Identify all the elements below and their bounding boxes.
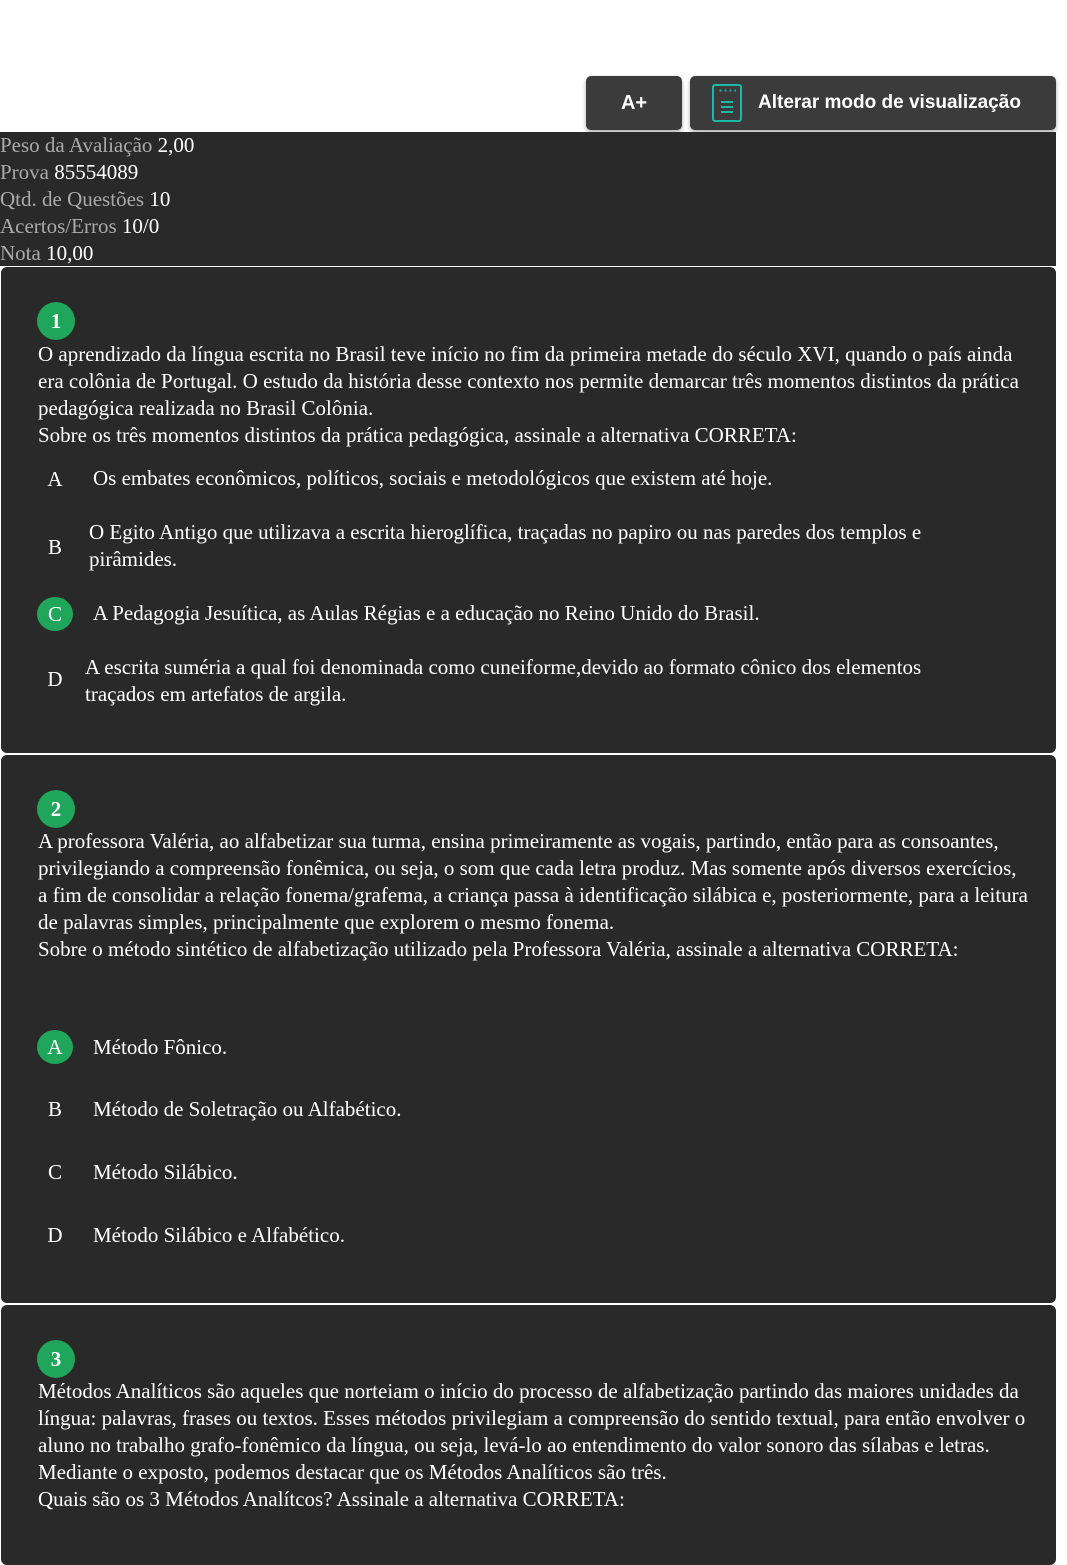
- summary-exam: [0, 159, 1056, 186]
- weight-label: Peso da Avaliação: [0, 133, 153, 157]
- alternative-text: Método Silábico.: [93, 1160, 238, 1184]
- alternative-option[interactable]: [37, 1092, 1037, 1126]
- question-number-badge: 2: [37, 790, 75, 828]
- question-number-badge: 3: [37, 1340, 75, 1378]
- alternative-option[interactable]: [37, 1155, 1037, 1189]
- question-card: [1, 1305, 1056, 1565]
- grade-label: Nota: [0, 241, 41, 265]
- score-value: 10/0: [121, 214, 160, 238]
- question-number-badge: 1: [37, 302, 75, 340]
- questions-label: Qtd. de Questões: [0, 187, 145, 211]
- question-card: [1, 755, 1056, 1303]
- alternative-letter: D: [47, 666, 63, 691]
- question-prompt: Quais são os 3 Métodos Analítcos? Assinale a alternativa CORRETA:: [38, 1487, 625, 1511]
- score-label: Acertos/Erros: [0, 214, 117, 238]
- change-view-mode-button[interactable]: [690, 76, 1056, 130]
- alternative-letter: C: [37, 597, 73, 631]
- question-statement: Métodos Analíticos são aqueles que norteiam o início do processo de alfabetização partindo das maiores unidades da língua: palavras, frases ou textos. Esses métodos privilegiam a compreensão do sentido textual, para então envolver o aluno no trabalho grafo-fonêmico da língua, ou seja, levá-lo ao entendimento do valor sonoro das sílabas e letras. Mediante o exposto, podemos destacar que os Métodos Analíticos são três.: [38, 1379, 1026, 1484]
- alternative-letter: B: [47, 1096, 62, 1121]
- alternative-letter: A: [47, 466, 63, 491]
- alternative-option[interactable]: [37, 1218, 1037, 1252]
- question-text: [38, 1378, 1028, 1513]
- font-size-button[interactable]: A+: [586, 76, 682, 130]
- questions-value: 10: [149, 187, 171, 211]
- summary-questions: [0, 186, 1056, 213]
- alternative-letter: D: [47, 1222, 63, 1247]
- alternative-text: Método Fônico.: [93, 1035, 228, 1059]
- summary-score: [0, 213, 1056, 240]
- question-prompt: Sobre o método sintético de alfabetização utilizado pela Professora Valéria, assinale a alternativa CORRETA:: [38, 937, 959, 961]
- exam-summary: [0, 132, 1056, 266]
- alternative-text: Método de Soletração ou Alfabético.: [93, 1097, 402, 1121]
- alternative-text: Os embates econômicos, políticos, sociais e metodológicos que existem até hoje.: [93, 466, 773, 490]
- alternative-text: A escrita suméria a qual foi denominada como cuneiforme,devido ao formato cônico dos elementos traçados em artefatos de argila.: [85, 655, 922, 706]
- alternative-text: Método Silábico e Alfabético.: [93, 1223, 345, 1247]
- summary-weight: [0, 132, 1056, 159]
- document-view-icon: [712, 84, 742, 122]
- question-prompt: Sobre os três momentos distintos da prática pedagógica, assinale a alternativa CORRETA:: [38, 423, 797, 447]
- alternative-letter: A: [37, 1030, 73, 1064]
- alternative-text: O Egito Antigo que utilizava a escrita hieroglífica, traçadas no papiro ou nas paredes dos templos e pirâmides.: [89, 520, 922, 571]
- summary-grade: [0, 240, 1056, 267]
- grade-value: 10,00: [46, 241, 94, 265]
- alternative-letter: B: [47, 534, 62, 559]
- question-card: [1, 267, 1056, 753]
- exam-label: Prova: [0, 160, 49, 184]
- alternative-option-correct[interactable]: [37, 597, 1037, 631]
- alternative-text: A Pedagogia Jesuítica, as Aulas Régias e a educação no Reino Unido do Brasil.: [93, 601, 760, 625]
- question-statement: A professora Valéria, ao alfabetizar sua turma, ensina primeiramente as vogais, partindo, então para as consoantes, privilegiando a compreensão fonêmica, ou seja, o som que cada letra produz. Mas somente após diversos exercícios, a fim de consolidar a relação fonema/grafema, a criança passa à identificação silábica e, posteriormente, para a leitura de palavras simples, principalmente que explorem o mesmo fonema.: [38, 829, 1028, 934]
- exam-value: 85554089: [54, 160, 139, 184]
- change-view-mode-label: Alterar modo de visualização: [758, 92, 1021, 113]
- question-text: [38, 341, 1038, 449]
- weight-value: 2,00: [157, 133, 195, 157]
- alternative-option[interactable]: [37, 654, 1037, 710]
- alternative-option-correct[interactable]: [37, 1030, 1037, 1064]
- question-text: [38, 828, 1028, 963]
- toolbar: [0, 76, 1067, 132]
- question-statement: O aprendizado da língua escrita no Brasil teve início no fim da primeira metade do século XVI, quando o país ainda era colônia de Portugal. O estudo da história desse contexto nos permite demarcar três momentos distintos da prática pedagógica realizada no Brasil Colônia.: [38, 342, 1019, 420]
- alternative-option[interactable]: [37, 462, 1037, 496]
- alternative-letter: C: [47, 1159, 62, 1184]
- alternative-option[interactable]: [37, 519, 1037, 575]
